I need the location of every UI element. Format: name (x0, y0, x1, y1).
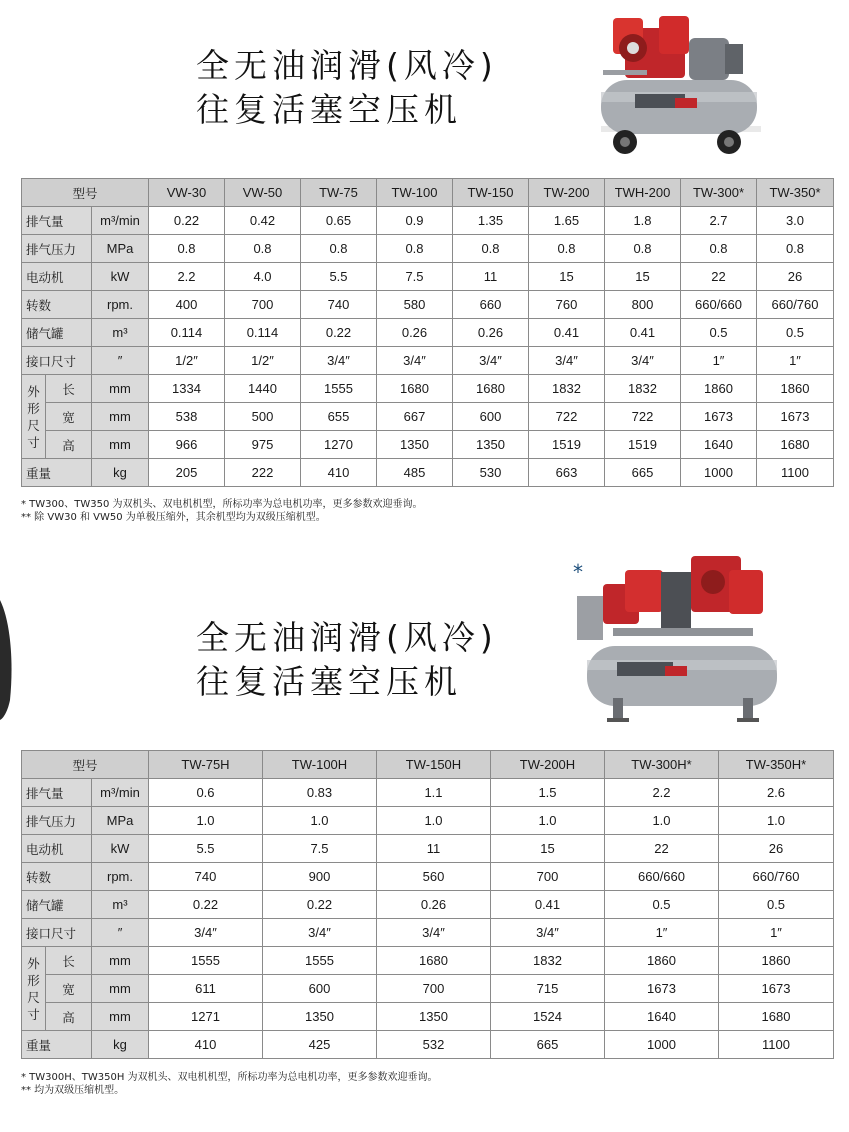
value-cell: 660/660 (605, 863, 719, 891)
value-cell: 22 (681, 263, 757, 291)
row-label: 转数 (22, 863, 92, 891)
value-cell: 1440 (225, 375, 301, 403)
value-cell: 715 (491, 975, 605, 1003)
value-cell: 760 (529, 291, 605, 319)
value-cell: 0.5 (681, 319, 757, 347)
model-name-cell: VW-30 (149, 179, 225, 207)
value-cell: 663 (529, 459, 605, 487)
model-name-cell: VW-50 (225, 179, 301, 207)
value-cell: 0.8 (529, 235, 605, 263)
row-unit: kg (92, 459, 149, 487)
section1-title-line2: 往复活塞空压机 (196, 90, 462, 129)
model-name-cell: TW-300* (681, 179, 757, 207)
value-cell: 1.0 (719, 807, 834, 835)
value-cell: 22 (605, 835, 719, 863)
dims-side-char: 形 (27, 400, 40, 416)
row-label: 重量 (22, 459, 92, 487)
dims-side-char: 外 (27, 383, 40, 399)
value-cell: 15 (605, 263, 681, 291)
model-name-cell: TW-100 (377, 179, 453, 207)
value-cell: 1832 (529, 375, 605, 403)
value-cell: 1.0 (263, 807, 377, 835)
value-cell: 700 (225, 291, 301, 319)
model-name-cell: TW-350* (757, 179, 834, 207)
section2-star-mark: * (573, 560, 583, 584)
dims-sub-label: 宽 (46, 403, 92, 431)
table-row (22, 1031, 834, 1059)
model-header-label: 型号 (22, 179, 149, 207)
table-row (22, 863, 834, 891)
row-label: 转数 (22, 291, 92, 319)
row-unit: kW (92, 263, 149, 291)
value-cell: 1334 (149, 375, 225, 403)
table-row (22, 403, 834, 431)
model-name-cell: TW-75H (149, 751, 263, 779)
model-header-label: 型号 (22, 751, 149, 779)
value-cell: 2.7 (681, 207, 757, 235)
row-unit: m³/min (92, 779, 149, 807)
value-cell: 1000 (605, 1031, 719, 1059)
value-cell: 1000 (681, 459, 757, 487)
spec-table-1 (21, 178, 834, 487)
value-cell: 1/2″ (225, 347, 301, 375)
value-cell: 0.5 (757, 319, 834, 347)
row-label: 接口尺寸 (22, 919, 92, 947)
value-cell: 1″ (719, 919, 834, 947)
value-cell: 660/760 (757, 291, 834, 319)
table-row (22, 947, 834, 975)
row-label: 储气罐 (22, 891, 92, 919)
dims-sub-label: 长 (46, 947, 92, 975)
value-cell: 1673 (681, 403, 757, 431)
value-cell: 1680 (757, 431, 834, 459)
row-label: 电动机 (22, 263, 92, 291)
table-row (22, 459, 834, 487)
row-unit: m³ (92, 891, 149, 919)
row-label: 排气压力 (22, 235, 92, 263)
row-unit: kW (92, 835, 149, 863)
value-cell: 0.8 (605, 235, 681, 263)
value-cell: 205 (149, 459, 225, 487)
value-cell: 1350 (377, 1003, 491, 1031)
value-cell: 1271 (149, 1003, 263, 1031)
value-cell: 1555 (263, 947, 377, 975)
value-cell: 1.0 (605, 807, 719, 835)
dims-side-char: 尺 (27, 989, 40, 1005)
value-cell: 1100 (719, 1031, 834, 1059)
value-cell: 5.5 (301, 263, 377, 291)
dims-side-char: 尺 (27, 417, 40, 433)
value-cell: 1350 (377, 431, 453, 459)
spec-table-2 (21, 750, 834, 1059)
value-cell: 0.8 (301, 235, 377, 263)
model-name-cell: TW-100H (263, 751, 377, 779)
value-cell: 966 (149, 431, 225, 459)
value-cell: 1.0 (149, 807, 263, 835)
value-cell: 700 (377, 975, 491, 1003)
value-cell: 1350 (453, 431, 529, 459)
value-cell: 410 (149, 1031, 263, 1059)
model-name-cell: TWH-200 (605, 179, 681, 207)
value-cell: 1860 (605, 947, 719, 975)
dims-sub-label: 宽 (46, 975, 92, 1003)
value-cell: 975 (225, 431, 301, 459)
table-row (22, 975, 834, 1003)
value-cell: 0.8 (453, 235, 529, 263)
value-cell: 660/660 (681, 291, 757, 319)
row-unit: MPa (92, 807, 149, 835)
row-unit: ″ (92, 919, 149, 947)
row-label: 排气量 (22, 779, 92, 807)
section2-title (196, 616, 498, 704)
section1-note-1: * TW300、TW350 为双机头、双电机机型，所标功率为总电机功率，更多参数欢迎垂询。 (21, 499, 423, 510)
table-row (22, 891, 834, 919)
left-edge-shape (0, 600, 14, 720)
row-label: 电动机 (22, 835, 92, 863)
value-cell: 500 (225, 403, 301, 431)
value-cell: 1519 (605, 431, 681, 459)
value-cell: 3.0 (757, 207, 834, 235)
table-row (22, 919, 834, 947)
model-name-cell: TW-350H* (719, 751, 834, 779)
table-row (22, 347, 834, 375)
value-cell: 1″ (605, 919, 719, 947)
value-cell: 1673 (605, 975, 719, 1003)
section1-title (196, 44, 498, 132)
value-cell: 3/4″ (605, 347, 681, 375)
compressor-photo-single (595, 8, 767, 158)
value-cell: 1.65 (529, 207, 605, 235)
dims-sub-label: 高 (46, 1003, 92, 1031)
section2-title-line2: 往复活塞空压机 (196, 662, 462, 701)
section1-note-2: ** 除 VW30 和 VW50 为单极压缩外，其余机型均为双级压缩机型。 (21, 512, 326, 523)
value-cell: 700 (491, 863, 605, 891)
header-row (22, 179, 834, 207)
compressor-photo-twin (573, 548, 789, 726)
dims-side-char: 寸 (27, 1006, 40, 1022)
dims-sub-label: 高 (46, 431, 92, 459)
value-cell: 1680 (377, 947, 491, 975)
dims-side-label (22, 375, 46, 459)
value-cell: 3/4″ (453, 347, 529, 375)
value-cell: 0.9 (377, 207, 453, 235)
value-cell: 538 (149, 403, 225, 431)
value-cell: 400 (149, 291, 225, 319)
value-cell: 0.8 (377, 235, 453, 263)
value-cell: 3/4″ (529, 347, 605, 375)
table-row (22, 431, 834, 459)
section2-title-line1: 全无油润滑(风冷) (196, 618, 498, 657)
value-cell: 0.22 (301, 319, 377, 347)
value-cell: 4.0 (225, 263, 301, 291)
table-row (22, 207, 834, 235)
value-cell: 665 (605, 459, 681, 487)
value-cell: 1680 (719, 1003, 834, 1031)
row-unit: MPa (92, 235, 149, 263)
value-cell: 11 (377, 835, 491, 863)
value-cell: 0.114 (225, 319, 301, 347)
row-label: 接口尺寸 (22, 347, 92, 375)
value-cell: 800 (605, 291, 681, 319)
table-row (22, 235, 834, 263)
value-cell: 26 (757, 263, 834, 291)
value-cell: 2.2 (605, 779, 719, 807)
value-cell: 1100 (757, 459, 834, 487)
value-cell: 3/4″ (377, 347, 453, 375)
value-cell: 722 (529, 403, 605, 431)
value-cell: 1.1 (377, 779, 491, 807)
value-cell: 722 (605, 403, 681, 431)
row-unit: mm (92, 947, 149, 975)
dims-side-label (22, 947, 46, 1031)
value-cell: 560 (377, 863, 491, 891)
value-cell: 0.8 (225, 235, 301, 263)
value-cell: 600 (453, 403, 529, 431)
value-cell: 1860 (681, 375, 757, 403)
value-cell: 1832 (491, 947, 605, 975)
value-cell: 660 (453, 291, 529, 319)
value-cell: 0.26 (453, 319, 529, 347)
value-cell: 1.8 (605, 207, 681, 235)
value-cell: 1680 (453, 375, 529, 403)
value-cell: 532 (377, 1031, 491, 1059)
value-cell: 1519 (529, 431, 605, 459)
row-unit: kg (92, 1031, 149, 1059)
table-row (22, 291, 834, 319)
table-row (22, 835, 834, 863)
value-cell: 1270 (301, 431, 377, 459)
value-cell: 1860 (757, 375, 834, 403)
row-unit: m³ (92, 319, 149, 347)
value-cell: 740 (149, 863, 263, 891)
value-cell: 0.5 (719, 891, 834, 919)
model-name-cell: TW-200 (529, 179, 605, 207)
row-label: 排气压力 (22, 807, 92, 835)
value-cell: 3/4″ (263, 919, 377, 947)
value-cell: 3/4″ (301, 347, 377, 375)
row-unit: ″ (92, 347, 149, 375)
section1-title-line1: 全无油润滑(风冷) (196, 46, 498, 85)
row-unit: mm (92, 431, 149, 459)
model-name-cell: TW-150H (377, 751, 491, 779)
value-cell: 1640 (605, 1003, 719, 1031)
row-unit: m³/min (92, 207, 149, 235)
section2-notes (21, 1071, 438, 1097)
value-cell: 222 (225, 459, 301, 487)
value-cell: 660/760 (719, 863, 834, 891)
header-row (22, 751, 834, 779)
value-cell: 0.8 (681, 235, 757, 263)
value-cell: 26 (719, 835, 834, 863)
section2-note-1: * TW300H、TW350H 为双机头、双电机机型，所标功率为总电机功率，更多参数欢迎垂询。 (21, 1072, 438, 1083)
value-cell: 1.0 (377, 807, 491, 835)
value-cell: 0.8 (149, 235, 225, 263)
value-cell: 655 (301, 403, 377, 431)
table-row (22, 807, 834, 835)
value-cell: 665 (491, 1031, 605, 1059)
value-cell: 5.5 (149, 835, 263, 863)
value-cell: 2.6 (719, 779, 834, 807)
value-cell: 0.22 (149, 891, 263, 919)
value-cell: 0.22 (263, 891, 377, 919)
section2-note-2: ** 均为双级压缩机型。 (21, 1085, 125, 1096)
row-unit: rpm. (92, 863, 149, 891)
model-name-cell: TW-150 (453, 179, 529, 207)
value-cell: 1673 (757, 403, 834, 431)
value-cell: 0.6 (149, 779, 263, 807)
dims-side-char: 形 (27, 972, 40, 988)
value-cell: 1″ (681, 347, 757, 375)
value-cell: 485 (377, 459, 453, 487)
row-label: 重量 (22, 1031, 92, 1059)
value-cell: 0.65 (301, 207, 377, 235)
value-cell: 410 (301, 459, 377, 487)
value-cell: 1680 (377, 375, 453, 403)
value-cell: 600 (263, 975, 377, 1003)
value-cell: 15 (491, 835, 605, 863)
table-row (22, 1003, 834, 1031)
row-unit: rpm. (92, 291, 149, 319)
value-cell: 0.42 (225, 207, 301, 235)
value-cell: 1673 (719, 975, 834, 1003)
row-unit: mm (92, 975, 149, 1003)
value-cell: 1.0 (491, 807, 605, 835)
model-name-cell: TW-200H (491, 751, 605, 779)
value-cell: 530 (453, 459, 529, 487)
section1-notes (21, 498, 423, 524)
row-label: 排气量 (22, 207, 92, 235)
value-cell: 0.26 (377, 891, 491, 919)
table-row (22, 375, 834, 403)
value-cell: 1860 (719, 947, 834, 975)
dims-side-char: 外 (27, 955, 40, 971)
value-cell: 580 (377, 291, 453, 319)
value-cell: 1555 (301, 375, 377, 403)
table-row (22, 779, 834, 807)
value-cell: 2.2 (149, 263, 225, 291)
value-cell: 7.5 (263, 835, 377, 863)
value-cell: 900 (263, 863, 377, 891)
value-cell: 3/4″ (149, 919, 263, 947)
value-cell: 0.26 (377, 319, 453, 347)
value-cell: 1555 (149, 947, 263, 975)
row-label: 储气罐 (22, 319, 92, 347)
value-cell: 1.35 (453, 207, 529, 235)
value-cell: 0.41 (491, 891, 605, 919)
value-cell: 0.22 (149, 207, 225, 235)
value-cell: 611 (149, 975, 263, 1003)
value-cell: 1.5 (491, 779, 605, 807)
value-cell: 667 (377, 403, 453, 431)
value-cell: 11 (453, 263, 529, 291)
value-cell: 1″ (757, 347, 834, 375)
value-cell: 3/4″ (491, 919, 605, 947)
dims-side-char: 寸 (27, 434, 40, 450)
value-cell: 3/4″ (377, 919, 491, 947)
value-cell: 740 (301, 291, 377, 319)
value-cell: 0.114 (149, 319, 225, 347)
value-cell: 1832 (605, 375, 681, 403)
value-cell: 0.83 (263, 779, 377, 807)
value-cell: 7.5 (377, 263, 453, 291)
model-name-cell: TW-75 (301, 179, 377, 207)
value-cell: 1524 (491, 1003, 605, 1031)
value-cell: 1640 (681, 431, 757, 459)
value-cell: 425 (263, 1031, 377, 1059)
value-cell: 15 (529, 263, 605, 291)
value-cell: 0.41 (605, 319, 681, 347)
row-unit: mm (92, 1003, 149, 1031)
value-cell: 0.5 (605, 891, 719, 919)
dims-sub-label: 长 (46, 375, 92, 403)
value-cell: 1/2″ (149, 347, 225, 375)
value-cell: 0.8 (757, 235, 834, 263)
table-row (22, 263, 834, 291)
table-row (22, 319, 834, 347)
value-cell: 1350 (263, 1003, 377, 1031)
value-cell: 0.41 (529, 319, 605, 347)
model-name-cell: TW-300H* (605, 751, 719, 779)
row-unit: mm (92, 403, 149, 431)
row-unit: mm (92, 375, 149, 403)
